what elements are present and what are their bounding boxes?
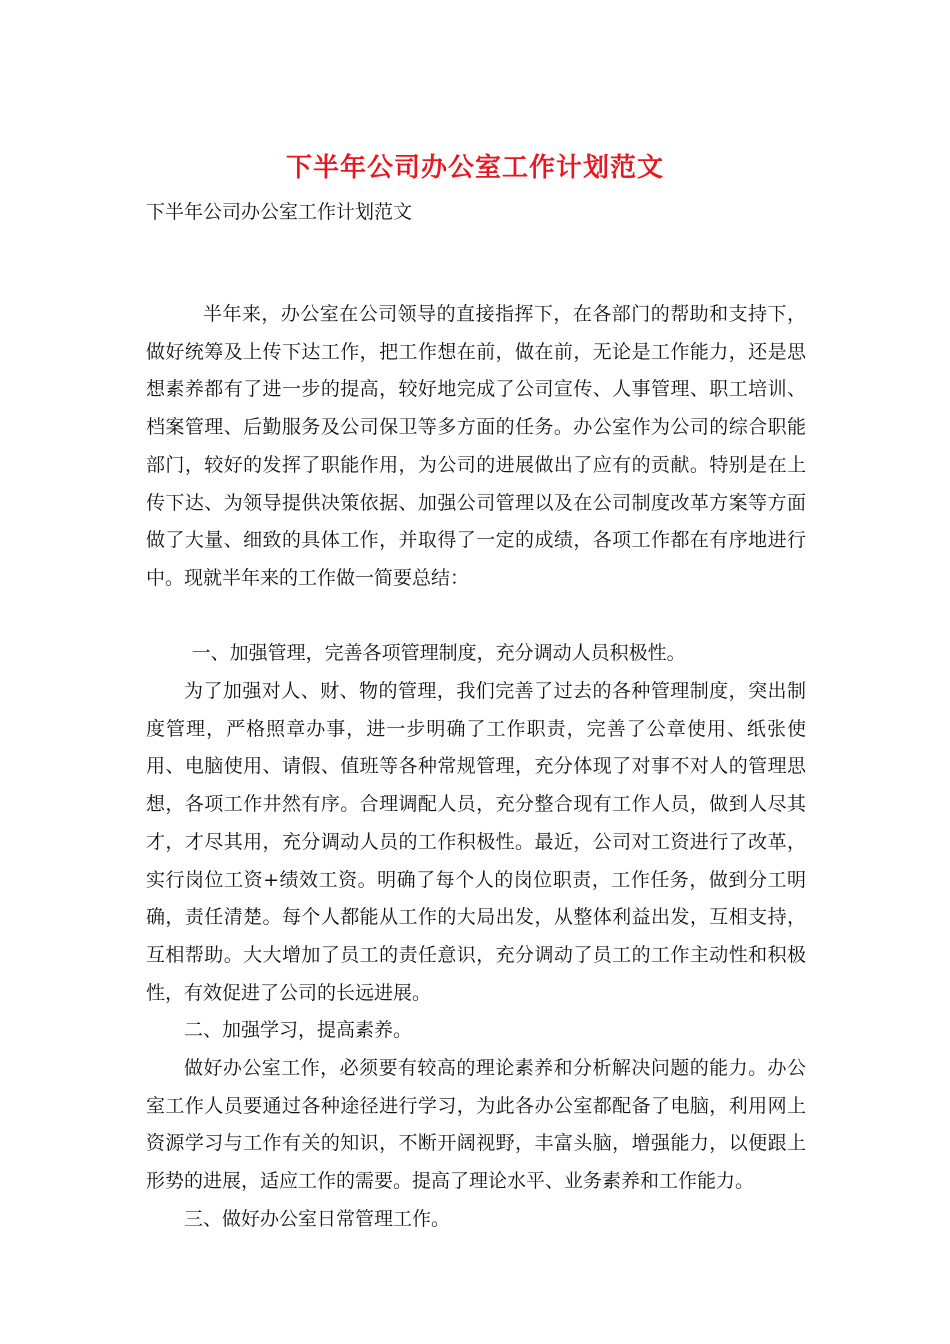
paragraph-intro: 半年来，办公室在公司领导的直接指挥下，在各部门的帮助和支持下，做好统筹及上传下达工作，把工作想在前，做在前，无论是工作能力，还是思想素养都有了进一步的提高，较好地完成了公司宣传、人事管理、职工培训、档案管理、后勤服务及公司保卫等多方面的任务。办公室作为公司的综合职能部门，较好的发挥了职能作用，为公司的进展做出了应有的贡献。特别是在上传下达、为领导提供决策依据、加强公司管理以及在公司制度改革方案等方面做了大量、细致的具体工作，并取得了一定的成绩，各项工作都在有序地进行中。现就半年来的工作做一简要总结： <box>146 303 806 589</box>
paragraph-study: 做好办公室工作，必须要有较高的理论素养和分析解决问题的能力。办公室工作人员要通过各种途径进行学习，为此各办公室都配备了电脑，利用网上资源学习与工作有关的知识，不断开阔视野，丰富头脑，增强能力，以便跟上形势的进展，适应工作的需要。提高了理论水平、业务素养和工作能力。 <box>146 1057 806 1193</box>
section-heading-1: 一、加强管理，完善各项管理制度，充分调动人员积极性。 <box>191 642 686 665</box>
paragraph-spacer <box>146 598 806 636</box>
paragraph-management: 为了加强对人、财、物的管理，我们完善了过去的各种管理制度，突出制度管理，严格照章办事，进一步明确了工作职责，完善了公章使用、纸张使用、电脑使用、请假、值班等各种常规管理，充分体现了对事不对人的管理思想，各项工作井然有序。合理调配人员，充分整合现有工作人员，做到人尽其才，才尽其用，充分调动人员的工作积极性。最近，公司对工资进行了改革，实行岗位工资+绩效工资。明确了每个人的岗位职责，工作任务，做到分工明确，责任清楚。每个人都能从工作的大局出发，从整体利益出发，互相支持，互相帮助。大大增加了员工的责任意识，充分调动了员工的工作主动性和积极性，有效促进了公司的长远进展。 <box>146 680 806 1004</box>
section-heading-2: 二、加强学习，提高素养。 <box>184 1019 413 1042</box>
document-body <box>146 296 806 1239</box>
document-subtitle: 下半年公司办公室工作计划范文 <box>146 201 413 223</box>
section-heading-3: 三、做好办公室日常管理工作。 <box>184 1207 451 1230</box>
document-title: 下半年公司办公室工作计划范文 <box>285 153 664 183</box>
